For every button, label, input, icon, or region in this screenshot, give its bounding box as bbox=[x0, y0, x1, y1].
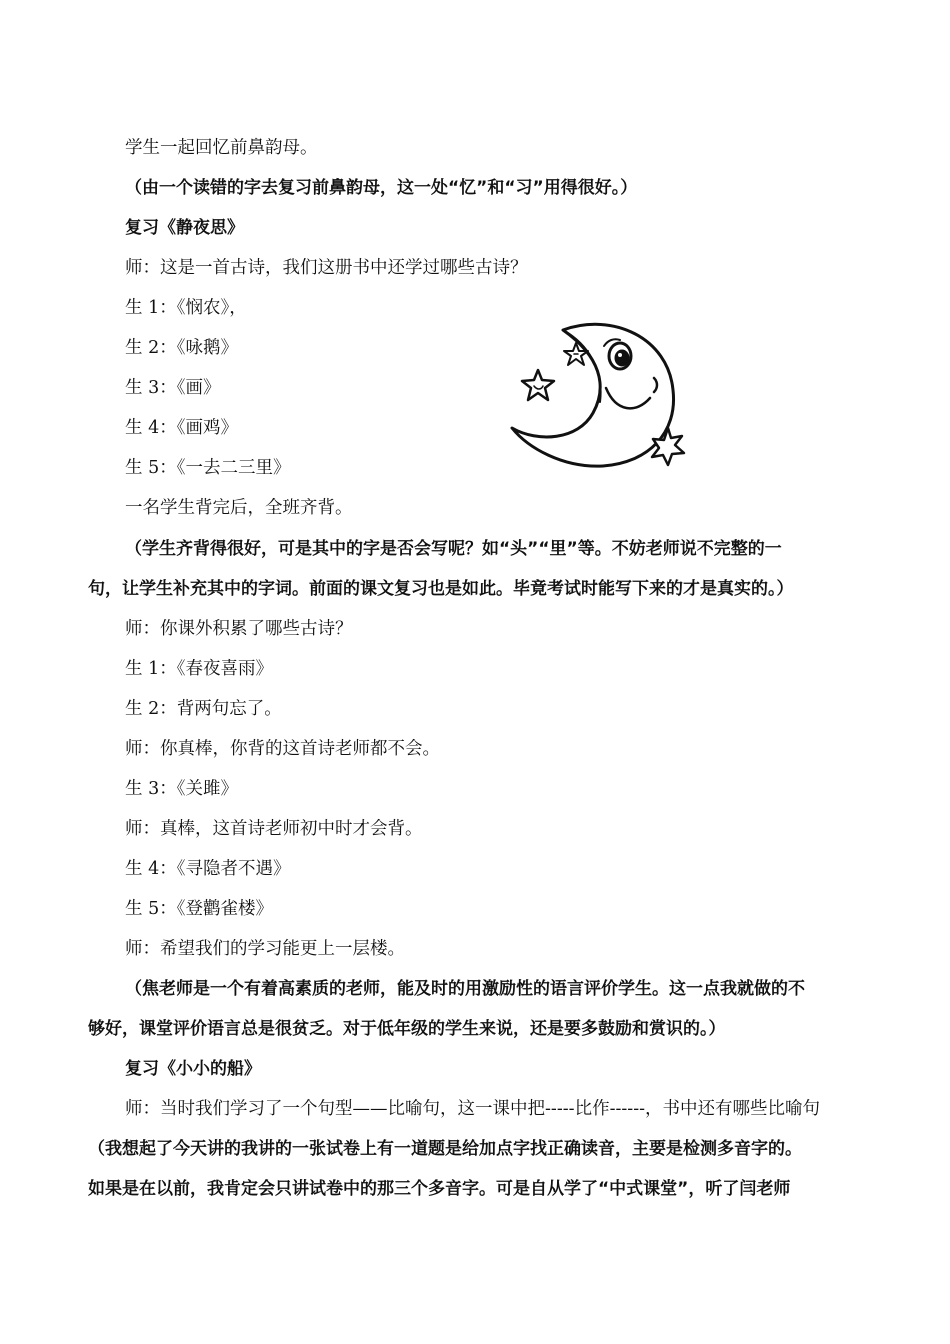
paragraph-line: 师：你课外积累了哪些古诗？ bbox=[125, 619, 353, 639]
section-heading: 复习《小小的船》 bbox=[125, 1059, 261, 1079]
paragraph-line: 生 3：《画》 bbox=[125, 378, 221, 398]
paragraph-line: 生 3：《关雎》 bbox=[125, 779, 238, 799]
commentary-line: （我想起了今天讲的我讲的一张试卷上有一道题是给加点字找正确读音，主要是检测多音字的。 bbox=[88, 1139, 802, 1159]
commentary-line: 够好，课堂评价语言总是很贫乏。对于低年级的学生来说，还是要多鼓励和赏识的。） bbox=[88, 1019, 726, 1039]
commentary-line: （学生齐背得很好，可是其中的字是否会写呢？如“头”“里”等。不妨老师说不完整的一 bbox=[125, 539, 782, 559]
commentary-line: 如果是在以前，我肯定会只讲试卷中的那三个多音字。可是自从学了“中式课堂”，听了闫老师 bbox=[88, 1179, 791, 1199]
paragraph-line: 一名学生背完后，全班齐背。 bbox=[125, 498, 353, 518]
paragraph-line: 师：你真棒，你背的这首诗老师都不会。 bbox=[125, 739, 440, 759]
crescent-moon-illustration bbox=[508, 318, 698, 470]
paragraph-line: 师：当时我们学习了一个句型——比喻句，这一课中把-----比作------，书中还有哪些比喻句 bbox=[125, 1099, 821, 1119]
paragraph-line: 生 4：《画鸡》 bbox=[125, 418, 238, 438]
paragraph-line: 生 5：《一去二三里》 bbox=[125, 458, 291, 478]
section-heading: 复习《静夜思》 bbox=[125, 218, 244, 238]
paragraph-line: 生 4：《寻隐者不遇》 bbox=[125, 859, 291, 879]
commentary-line: 句，让学生补充其中的字词。前面的课文复习也是如此。毕竟考试时能写下来的才是真实的。） bbox=[88, 579, 794, 599]
paragraph-line: 师：希望我们的学习能更上一层楼。 bbox=[125, 939, 405, 959]
paragraph-line: 生 2：背两句忘了。 bbox=[125, 699, 282, 719]
paragraph-line: 师：这是一首古诗，我们这册书中还学过哪些古诗？ bbox=[125, 258, 528, 278]
paragraph-line: 学生一起回忆前鼻韵母。 bbox=[125, 138, 318, 158]
paragraph-line: 师：真棒，这首诗老师初中时才会背。 bbox=[125, 819, 423, 839]
commentary-line: （由一个读错的字去复习前鼻韵母，这一处“忆”和“习”用得很好。） bbox=[125, 178, 638, 198]
paragraph-line: 生 1：《春夜喜雨》 bbox=[125, 659, 273, 679]
paragraph-line: 生 2：《咏鹅》 bbox=[125, 338, 238, 358]
paragraph-line: 生 1：《悯农》， bbox=[125, 298, 247, 318]
paragraph-line: 生 5：《登鹳雀楼》 bbox=[125, 899, 273, 919]
commentary-line: （焦老师是一个有着高素质的老师，能及时的用激励性的语言评价学生。这一点我就做的不 bbox=[125, 979, 805, 999]
